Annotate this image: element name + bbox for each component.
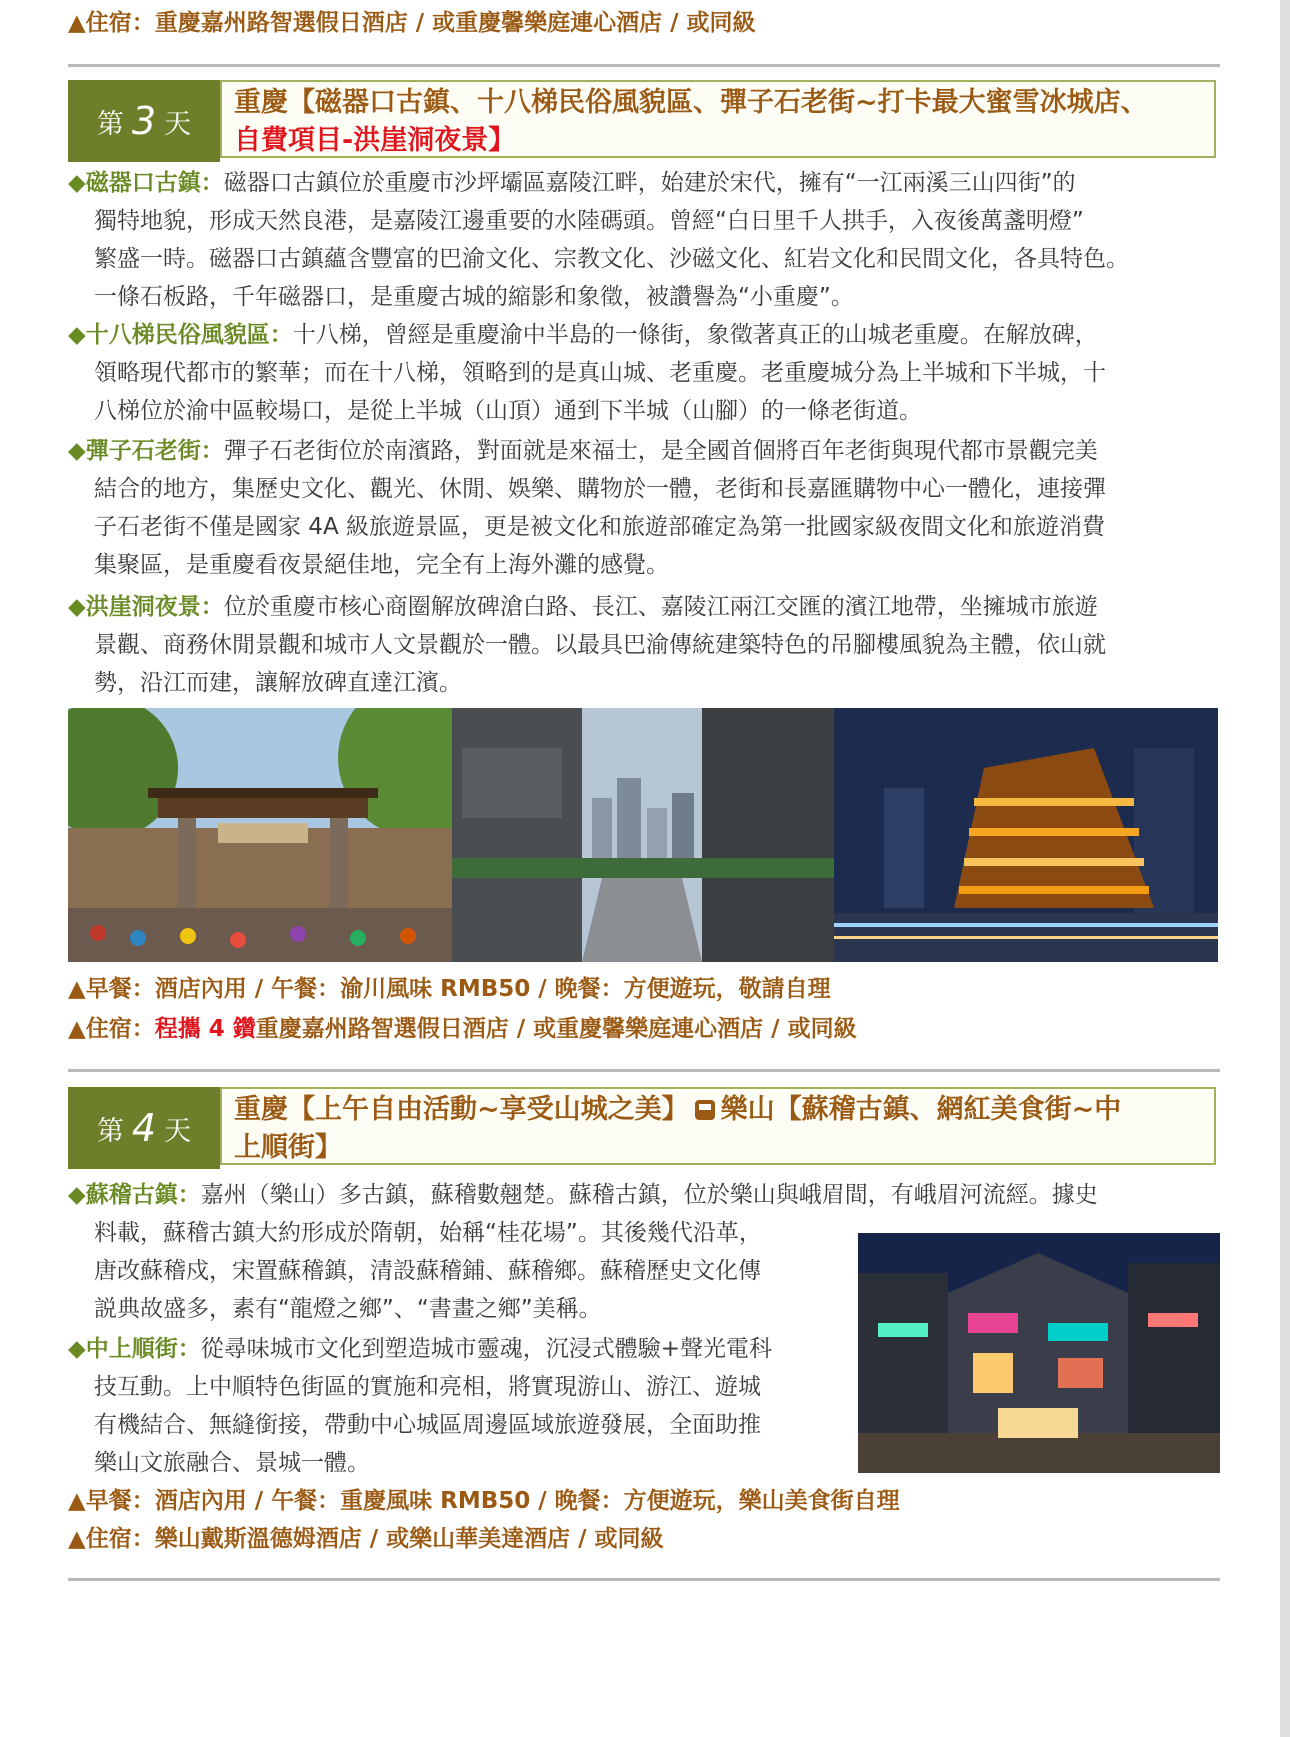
bus-icon: [695, 1100, 715, 1120]
photo-ciqikou-gate: [68, 708, 452, 962]
top-lodging-line: ▲住宿：重慶嘉州路智選假日酒店 / 或重慶馨樂庭連心酒店 / 或同級: [68, 10, 756, 36]
spot-suji: ◆蘇稽古鎮：嘉州（樂山）多古鎮，蘇稽數翹楚。蘇稽古鎮，位於樂山與峨眉間，有峨眉河流經。據史: [68, 1182, 1098, 1208]
day3-header: [68, 80, 1220, 162]
photo-shibati-alley: [452, 708, 834, 962]
photo-zhongshang-street: [858, 1233, 1220, 1473]
spot-shibati: ◆十八梯民俗風貌區：十八梯，曾經是重慶渝中半島的一條街，象徵著真正的山城老重慶。在解放碑，: [68, 322, 1098, 348]
day3-badge: 第 3 天: [68, 80, 220, 162]
day4-header: [68, 1087, 1220, 1169]
divider: [68, 64, 1220, 67]
day3-meals: ▲早餐：酒店內用 / 午餐：渝川風味 RMB50 / 晚餐：方便遊玩，敬請自理: [68, 976, 831, 1002]
divider: [68, 1069, 1220, 1072]
spot-danzishi: ◆彈子石老街：彈子石老街位於南濱路，對面就是來福士，是全國首個將百年老街與現代都市景觀完美: [68, 438, 1098, 464]
day3-title: 重慶【磁器口古鎮、十八梯民俗風貌區、彈子石老街~打卡最大蜜雪冰城店、 自費項目-洪崖洞夜景】: [220, 80, 1216, 158]
day4-lodging: ▲住宿：樂山戴斯溫德姆酒店 / 或樂山華美達酒店 / 或同級: [68, 1526, 664, 1552]
divider: [68, 1578, 1220, 1581]
day4-badge: 第 4 天: [68, 1087, 220, 1169]
spot-hongyadong: ◆洪崖洞夜景：位於重慶市核心商圈解放碑滄白路、長江、嘉陵江兩江交匯的濱江地帶，坐擁城市旅遊: [68, 594, 1098, 620]
itinerary-page: ▲住宿：重慶嘉州路智選假日酒店 / 或重慶馨樂庭連心酒店 / 或同級 第 3 天 重慶【磁器口古鎮、十八梯民俗風貌區、彈子石老街~打卡最大蜜雪冰城店、 自費項目-洪崖洞夜景】 ◆磁器口古鎮：磁器口古鎮位於重慶市沙坪壩區嘉陵江畔，始建於宋代，擁有“一江兩溪三山四街”的 獨特地貌，形成天然良港，是嘉陵江邊重要的水陸碼頭。曾經“白日里千人拱手，入夜後萬盞明燈” 繁盛一時。磁器口古鎮蘊含豐富的巴渝文化、宗教文化、沙磁文化、紅岩文化和民間文化，各具特色。 一條石板路，千年磁器口，是重慶古城的縮影和象徵，被讚譽為“小重慶”。 ◆十八梯民俗風貌區：十八梯，曾經是重慶渝中半島的一條街，象徵著真正的山城老重慶。在解放碑， 領略現代都市的繁華；而在十八梯，領略到的是真山城、老重慶。老重慶城分為上半城和下半城，十 八梯位於渝中區較場口，是從上半城（山頂）通到下半城（山腳）的一條老街道。 ◆彈子石老街：彈子石老街位於南濱路，對面就是來福士，是全國首個將百年老街與現代都市景觀完美 結合的地方，集歷史文化、觀光、休閒、娛樂、購物於一體，老街和長嘉匯購物中心一體化，連接彈 子石老街不僅是國家 4A 級旅遊景區，更是被文化和旅遊部確定為第一批國家級夜間文化和旅遊消費 集聚區，是重慶看夜景絕佳地，完全有上海外灘的感覺。 ◆洪崖洞夜景：位於重慶市核心商圈解放碑滄白路、長江、嘉陵江兩江交匯的濱江地帶，坐擁城市旅遊 景觀、商務休閒景觀和城市人文景觀於一體。以最具巴渝傳統建築特色的吊腳樓風貌為主體，依山就 勢，沿江而建，讓解放碑直達江濱。 ▲早餐：酒店內用 / 午餐：渝川風味 RMB50 / 晚餐：方便遊玩，敬請自理 ▲住宿：程攜 4 鑽重慶嘉州路智選假日酒店 / 或重慶馨樂庭連心酒店 / 或同級 第 4 天 重慶【上午自由活動~享受山城之美】 樂山【蘇稽古鎮、網紅美食街~中 上順街】 ◆蘇稽古鎮：嘉州（樂山）多古鎮，蘇稽數翹楚。蘇稽古鎮，位於樂山與峨眉間，有峨眉河流經。據史 料載，蘇稽古鎮大約形成於隋朝，始稱“桂花場”。其後幾代沿革， 唐改蘇稽戍，宋置蘇稽鎮，清設蘇稽鋪、蘇稽鄉。蘇稽歷史文化傳 説典故盛多，素有“龍燈之鄉”、“書畫之鄉”美稱。 ◆中上順街：從尋味城市文化到塑造城市靈魂，沉浸式體驗+聲光電科 技互動。上中順特色街區的實施和亮相，將實現游山、游江、遊城 有機結合、無縫銜接，帶動中心城區周邊區域旅遊發展，全面助推 樂山文旅融合、景城一體。 ▲早餐：酒店內用 / 午餐：重慶風味 RMB50 / 晚餐：方便遊玩，樂山美食街自理 ▲住宿：樂山戴斯溫德姆酒店 / 或樂山華美達酒店 / 或同級: [0, 0, 1280, 1737]
spot-zhongshang: ◆中上順街：從尋味城市文化到塑造城市靈魂，沉浸式體驗+聲光電科: [68, 1336, 772, 1362]
day4-meals: ▲早餐：酒店內用 / 午餐：重慶風味 RMB50 / 晚餐：方便遊玩，樂山美食街自理: [68, 1488, 900, 1514]
photo-hongyadong-night: [834, 708, 1218, 962]
spot-ciqikou: ◆磁器口古鎮：磁器口古鎮位於重慶市沙坪壩區嘉陵江畔，始建於宋代，擁有“一江兩溪三山四街”的: [68, 170, 1076, 196]
day3-lodging: ▲住宿：程攜 4 鑽重慶嘉州路智選假日酒店 / 或重慶馨樂庭連心酒店 / 或同級: [68, 1016, 857, 1042]
day4-title: 重慶【上午自由活動~享受山城之美】 樂山【蘇稽古鎮、網紅美食街~中 上順街】: [220, 1087, 1216, 1165]
page-edge: [1280, 0, 1290, 1737]
